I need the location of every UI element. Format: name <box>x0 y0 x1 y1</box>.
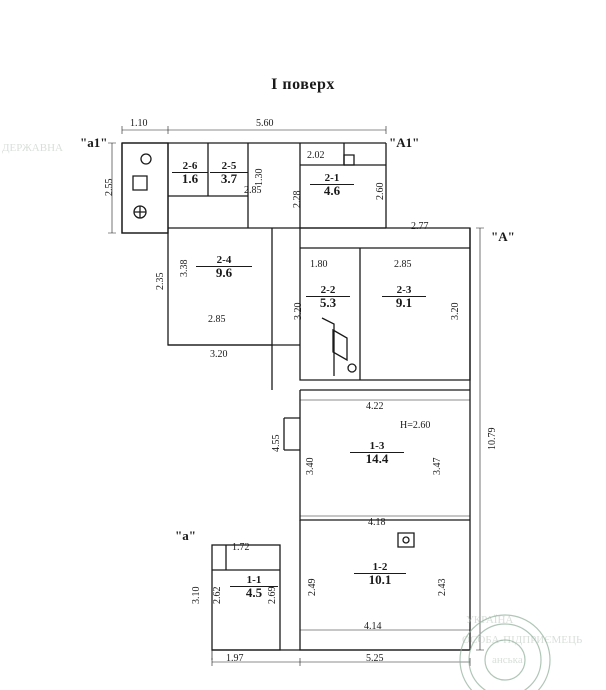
room-area: 3.7 <box>210 172 248 185</box>
dimension-label: 2.43 <box>437 578 448 596</box>
room-2-3 <box>382 284 426 309</box>
dimension-label: 2.85 <box>208 314 226 325</box>
dimension-label: 2.69 <box>267 586 278 604</box>
dimension-label: 3.47 <box>432 457 443 475</box>
room-number: 1-3 <box>369 440 385 452</box>
dimension-label: 2.85 <box>244 185 262 196</box>
room-number: 1-2 <box>372 561 388 573</box>
room-area: 9.1 <box>382 296 426 309</box>
dimension-label: 3.20 <box>293 302 304 320</box>
dimension-label: 2.55 <box>104 178 115 196</box>
dimension-label: 2.62 <box>212 586 223 604</box>
room-area: 10.1 <box>354 573 406 586</box>
dimension-label: 1.10 <box>130 118 148 129</box>
room-1-2 <box>354 561 406 586</box>
dimension-label: 4.18 <box>368 517 386 528</box>
room-area: 1.6 <box>172 172 208 185</box>
room-2-6 <box>172 160 208 185</box>
dimension-label: 2.02 <box>307 150 325 161</box>
watermark-text: ОСОБА-ПІДПРИЄМЕЦЬ <box>462 634 583 646</box>
dimension-label: 1.30 <box>254 168 265 186</box>
room-number: 2-4 <box>216 254 232 266</box>
dimension-label: 10.79 <box>487 427 498 450</box>
dimension-label: 1.72 <box>232 542 250 553</box>
room-2-2 <box>306 284 350 309</box>
watermark-text: УКРАЇНА <box>466 614 514 626</box>
watermark-text: ДЕРЖАВНА <box>2 142 63 154</box>
corner-label-a-left: "а" <box>175 528 196 543</box>
dimension-label: 4.55 <box>271 434 282 452</box>
room-number: 2-5 <box>221 160 237 172</box>
room-number: 2-3 <box>396 284 412 296</box>
dimension-label: 3.20 <box>210 349 228 360</box>
dimension-label: 3.20 <box>450 302 461 320</box>
dimension-label: 3.38 <box>179 259 190 277</box>
dimension-label: 1.80 <box>310 259 328 270</box>
dimension-label: 5.60 <box>256 118 274 129</box>
watermark-text: анська <box>492 654 523 666</box>
dimension-label: 5.25 <box>366 653 384 664</box>
dimension-label: 4.14 <box>364 621 382 632</box>
dimension-label: 4.22 <box>366 401 384 412</box>
room-2-4 <box>196 254 252 279</box>
dimension-label: 3.40 <box>305 457 316 475</box>
dimension-label: 3.10 <box>191 586 202 604</box>
page-title: I поверх <box>271 76 335 93</box>
room-area: 4.6 <box>310 184 354 197</box>
room-area: 14.4 <box>350 452 404 465</box>
room-1-3 <box>350 440 404 465</box>
room-2-5 <box>210 160 248 185</box>
room-number: 2-6 <box>182 160 198 172</box>
dimension-label: H=2.60 <box>400 420 431 431</box>
room-number: 1-1 <box>246 574 262 586</box>
dimension-label: 2.35 <box>155 272 166 290</box>
room-area: 5.3 <box>306 296 350 309</box>
dimension-label: 1.97 <box>226 653 244 664</box>
room-area: 9.6 <box>196 266 252 279</box>
room-number: 2-2 <box>320 284 336 296</box>
room-number: 2-1 <box>324 172 340 184</box>
room-area: 4.5 <box>230 586 278 599</box>
room-2-1 <box>310 172 354 197</box>
dimension-label: 2.49 <box>307 578 318 596</box>
dimension-label: 2.85 <box>394 259 412 270</box>
corner-label-A-right: "А" <box>491 229 515 244</box>
corner-label-A1-right: "А1" <box>389 135 420 150</box>
dimension-label: 2.77 <box>411 221 429 232</box>
corner-label-a1-left: "а1" <box>80 135 108 150</box>
dimension-label: 2.60 <box>375 182 386 200</box>
dimension-label: 2.28 <box>292 190 303 208</box>
